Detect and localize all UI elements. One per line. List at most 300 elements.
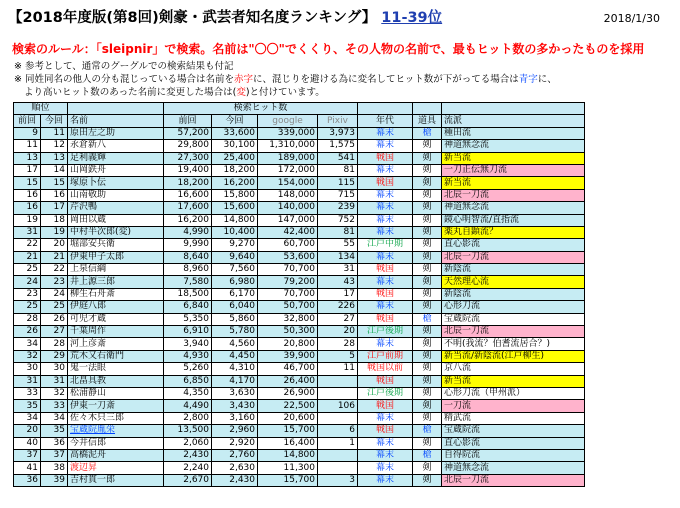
cell-now-rank: 19: [41, 226, 68, 238]
cell-school: 京八流: [442, 363, 585, 375]
search-rule: 検索のルール：「sleipnir」で検索。名前は"〇〇"でくくり、その人物の名前で、最もヒット数の多かったものを採用: [12, 42, 645, 56]
cell-era: 幕末: [358, 189, 413, 201]
header-blank: [68, 103, 164, 115]
cell-google: 32,800: [258, 313, 318, 325]
cell-prev-hits: 9,990: [164, 239, 212, 251]
cell-now-hits: 15,600: [212, 202, 258, 214]
cell-name: 今井信郎: [68, 437, 164, 449]
cell-prev-rank: 16: [14, 189, 41, 201]
cell-weapon: 剣: [413, 202, 442, 214]
cell-weapon: 剣: [413, 338, 442, 350]
header-rank-group: 順位: [14, 103, 68, 115]
cell-now-hits: 9,270: [212, 239, 258, 251]
cell-google: 14,800: [258, 449, 318, 461]
cell-google: 79,200: [258, 276, 318, 288]
cell-prev-rank: 20: [14, 425, 41, 437]
cell-now-hits: 6,040: [212, 301, 258, 313]
cell-google: 15,700: [258, 474, 318, 486]
cell-now-rank: 36: [41, 437, 68, 449]
cell-prev-hits: 18,500: [164, 288, 212, 300]
cell-prev-rank: 34: [14, 412, 41, 424]
cell-era: 戦国: [358, 375, 413, 387]
cell-era: 幕末: [358, 462, 413, 474]
cell-school: 神道無念流: [442, 140, 585, 152]
cell-now-rank: 38: [41, 462, 68, 474]
cell-prev-rank: 30: [14, 363, 41, 375]
table-row: [14, 425, 585, 437]
cell-prev-rank: 37: [14, 449, 41, 461]
cell-prev-rank: 36: [14, 474, 41, 486]
cell-pixiv: 3: [318, 474, 358, 486]
cell-weapon: 剣: [413, 152, 442, 164]
table-row: [14, 177, 585, 189]
cell-pixiv: 28: [318, 338, 358, 350]
cell-now-rank: 24: [41, 288, 68, 300]
cell-name: 高橋泥舟: [68, 449, 164, 461]
cell-google: 39,900: [258, 350, 318, 362]
cell-prev-hits: 8,960: [164, 264, 212, 276]
cell-name: 上泉信綱: [68, 264, 164, 276]
header-era: 年代: [358, 115, 413, 127]
cell-school: 北辰一刀流: [442, 189, 585, 201]
cell-google: 70,700: [258, 264, 318, 276]
cell-now-rank: 33: [41, 400, 68, 412]
cell-weapon: 剣: [413, 288, 442, 300]
table-row: [14, 474, 585, 486]
cell-prev-hits: 27,300: [164, 152, 212, 164]
cell-prev-hits: 5,260: [164, 363, 212, 375]
cell-now-rank: 30: [41, 363, 68, 375]
cell-name: 柳生石舟斎: [68, 288, 164, 300]
cell-name: 伊東一刀斎: [68, 400, 164, 412]
cell-prev-hits: 18,200: [164, 177, 212, 189]
cell-prev-hits: 2,060: [164, 437, 212, 449]
cell-era: 幕末: [358, 251, 413, 263]
cell-prev-rank: 28: [14, 313, 41, 325]
cell-school: 直心影流: [442, 239, 585, 251]
cell-pixiv: 81: [318, 226, 358, 238]
cell-prev-rank: 31: [14, 226, 41, 238]
cell-google: 15,700: [258, 425, 318, 437]
table-row: [14, 189, 585, 201]
cell-name: 足利義輝: [68, 152, 164, 164]
cell-school: 一刀流: [442, 400, 585, 412]
note-color-legend: ※ 同姓同名の他人の分も混じっている場合は名前を赤字に、混じりを避ける為に変名してヒット数が下がってる場合は青字に、: [14, 74, 557, 85]
cell-prev-hits: 3,940: [164, 338, 212, 350]
cell-prev-rank: 33: [14, 387, 41, 399]
cell-prev-hits: 13,500: [164, 425, 212, 437]
cell-google: 189,000: [258, 152, 318, 164]
cell-prev-rank: 31: [14, 375, 41, 387]
cell-prev-rank: 22: [14, 239, 41, 251]
cell-pixiv: 6: [318, 425, 358, 437]
cell-school: 種田流: [442, 127, 585, 139]
cell-now-hits: 7,560: [212, 264, 258, 276]
cell-school: 宝蔵院流: [442, 313, 585, 325]
cell-school: 精武流: [442, 412, 585, 424]
cell-era: 戦国: [358, 152, 413, 164]
cell-now-hits: 30,100: [212, 140, 258, 152]
cell-now-hits: 6,170: [212, 288, 258, 300]
cell-weapon: 剣: [413, 239, 442, 251]
cell-google: 50,700: [258, 301, 318, 313]
cell-prev-rank: 34: [14, 338, 41, 350]
cell-now-rank: 22: [41, 264, 68, 276]
cell-now-hits: 16,200: [212, 177, 258, 189]
table-row: [14, 140, 585, 152]
cell-era: 幕末: [358, 474, 413, 486]
cell-prev-hits: 16,200: [164, 214, 212, 226]
cell-now-hits: 14,800: [212, 214, 258, 226]
cell-weapon: 剣: [413, 412, 442, 424]
cell-school: 直心影流: [442, 437, 585, 449]
cell-era: 戦国以前: [358, 363, 413, 375]
cell-now-rank: 13: [41, 152, 68, 164]
table-row: [14, 239, 585, 251]
cell-now-hits: 2,760: [212, 449, 258, 461]
cell-name: 宝蔵院胤栄: [68, 425, 164, 437]
cell-weapon: 剣: [413, 251, 442, 263]
table-row: [14, 326, 585, 338]
table-row: [14, 251, 585, 263]
cell-now-hits: 4,170: [212, 375, 258, 387]
cell-prev-hits: 6,840: [164, 301, 212, 313]
cell-now-hits: 6,980: [212, 276, 258, 288]
cell-prev-rank: 25: [14, 301, 41, 313]
cell-now-rank: 34: [41, 412, 68, 424]
cell-now-hits: 5,780: [212, 326, 258, 338]
table-row: [14, 152, 585, 164]
cell-prev-hits: 5,350: [164, 313, 212, 325]
cell-now-hits: 3,160: [212, 412, 258, 424]
cell-prev-rank: 23: [14, 288, 41, 300]
cell-prev-rank: 40: [14, 437, 41, 449]
cell-google: 26,900: [258, 387, 318, 399]
header-weapon: 道具: [413, 115, 442, 127]
cell-weapon: 剣: [413, 189, 442, 201]
cell-name: 岡田以蔵: [68, 214, 164, 226]
cell-name: 渡辺昇: [68, 462, 164, 474]
cell-weapon: 剣: [413, 326, 442, 338]
cell-name: 山南敬助: [68, 189, 164, 201]
cell-now-rank: 15: [41, 177, 68, 189]
cell-era: 幕末: [358, 276, 413, 288]
cell-prev-hits: 4,990: [164, 226, 212, 238]
cell-era: 戦国: [358, 425, 413, 437]
page-title: [8, 6, 442, 27]
cell-prev-rank: 26: [14, 326, 41, 338]
cell-prev-hits: 2,240: [164, 462, 212, 474]
cell-google: 148,000: [258, 189, 318, 201]
cell-google: 140,000: [258, 202, 318, 214]
cell-name: 荒木又右衛門: [68, 350, 164, 362]
cell-era: 幕末: [358, 214, 413, 226]
cell-school: 不明(我流？伯耆流居合？): [442, 338, 585, 350]
cell-now-hits: 2,630: [212, 462, 258, 474]
cell-google: 147,000: [258, 214, 318, 226]
cell-school: 一刀正伝無刀流: [442, 164, 585, 176]
header-prev-hits: 前回: [164, 115, 212, 127]
cell-prev-hits: 17,600: [164, 202, 212, 214]
cell-google: 46,700: [258, 363, 318, 375]
cell-google: 11,300: [258, 462, 318, 474]
note-google: ※ 参考として、通常のグーグルでの検索結果も付記: [14, 61, 234, 72]
cell-school: 新当流: [442, 375, 585, 387]
cell-pixiv: [318, 449, 358, 461]
cell-name: 千葉周作: [68, 326, 164, 338]
cell-era: 幕末: [358, 140, 413, 152]
table-row: [14, 400, 585, 412]
cell-prev-rank: 17: [14, 164, 41, 176]
cell-weapon: 剣: [413, 140, 442, 152]
table-row: [14, 437, 585, 449]
cell-pixiv: 20: [318, 326, 358, 338]
cell-prev-hits: 8,640: [164, 251, 212, 263]
table-row: [14, 288, 585, 300]
cell-school: 北辰一刀流: [442, 474, 585, 486]
cell-google: 1,310,000: [258, 140, 318, 152]
cell-now-hits: 9,640: [212, 251, 258, 263]
cell-era: 戦国: [358, 313, 413, 325]
header-name: 名前: [68, 115, 164, 127]
header-school: 流派: [442, 115, 585, 127]
cell-weapon: 剣: [413, 226, 442, 238]
cell-pixiv: 3,973: [318, 127, 358, 139]
cell-weapon: 剣: [413, 276, 442, 288]
cell-prev-rank: 41: [14, 462, 41, 474]
cell-pixiv: 226: [318, 301, 358, 313]
table-row: [14, 313, 585, 325]
cell-school: 新陰流: [442, 288, 585, 300]
cell-weapon: 槍: [413, 313, 442, 325]
cell-google: 50,300: [258, 326, 318, 338]
cell-weapon: 剣: [413, 177, 442, 189]
cell-name: 芹沢鴨: [68, 202, 164, 214]
cell-google: 70,700: [258, 288, 318, 300]
title-main: 【2018年度版(第8回)剣豪・武芸者知名度ランキング】: [8, 10, 377, 26]
cell-google: 53,600: [258, 251, 318, 263]
cell-google: 20,600: [258, 412, 318, 424]
cell-pixiv: 1: [318, 437, 358, 449]
cell-era: 幕末: [358, 338, 413, 350]
cell-era: 幕末: [358, 449, 413, 461]
cell-pixiv: 5: [318, 350, 358, 362]
cell-pixiv: 239: [318, 202, 358, 214]
cell-era: 幕末: [358, 412, 413, 424]
cell-google: 26,400: [258, 375, 318, 387]
cell-now-rank: 37: [41, 449, 68, 461]
cell-now-rank: 18: [41, 214, 68, 226]
cell-prev-rank: 35: [14, 400, 41, 412]
cell-name: 松浦静山: [68, 387, 164, 399]
cell-google: 172,000: [258, 164, 318, 176]
cell-now-rank: 16: [41, 189, 68, 201]
cell-now-hits: 3,430: [212, 400, 258, 412]
table-row: [14, 226, 585, 238]
cell-prev-hits: 57,200: [164, 127, 212, 139]
cell-prev-rank: 21: [14, 251, 41, 263]
cell-prev-hits: 6,910: [164, 326, 212, 338]
cell-era: 幕末: [358, 437, 413, 449]
cell-now-rank: 35: [41, 425, 68, 437]
cell-weapon: 剣: [413, 375, 442, 387]
cell-prev-hits: 16,600: [164, 189, 212, 201]
cell-pixiv: 115: [318, 177, 358, 189]
cell-google: 154,000: [258, 177, 318, 189]
cell-school: 新当流/新陰流(江戸柳生): [442, 350, 585, 362]
cell-pixiv: 134: [318, 251, 358, 263]
table-row: [14, 363, 585, 375]
table-row: [14, 350, 585, 362]
header-hits-group: 検索ヒット数: [164, 103, 358, 115]
cell-era: 幕末: [358, 301, 413, 313]
cell-now-rank: 20: [41, 239, 68, 251]
cell-weapon: 剣: [413, 363, 442, 375]
cell-now-rank: 28: [41, 338, 68, 350]
table-row: [14, 202, 585, 214]
cell-pixiv: 752: [318, 214, 358, 226]
table-row: [14, 375, 585, 387]
cell-name: 山岡鉄舟: [68, 164, 164, 176]
table-row: [14, 338, 585, 350]
cell-now-hits: 2,430: [212, 474, 258, 486]
cell-now-hits: 25,400: [212, 152, 258, 164]
cell-prev-hits: 4,930: [164, 350, 212, 362]
cell-era: 戦国: [358, 177, 413, 189]
cell-school: 天然理心流: [442, 276, 585, 288]
cell-name: 中村半次郎(変): [68, 226, 164, 238]
cell-weapon: 槍: [413, 425, 442, 437]
cell-school: 新当流: [442, 177, 585, 189]
table-body: [14, 127, 585, 486]
cell-prev-hits: 2,800: [164, 412, 212, 424]
header-pixiv: Pixiv: [318, 115, 358, 127]
cell-school: 薬丸自顕流？: [442, 226, 585, 238]
cell-pixiv: 81: [318, 164, 358, 176]
cell-prev-hits: 4,350: [164, 387, 212, 399]
cell-prev-rank: 19: [14, 214, 41, 226]
cell-google: 22,500: [258, 400, 318, 412]
cell-now-hits: 3,630: [212, 387, 258, 399]
cell-pixiv: 11: [318, 363, 358, 375]
cell-now-rank: 21: [41, 251, 68, 263]
cell-pixiv: 106: [318, 400, 358, 412]
cell-name: 佐々木只三郎: [68, 412, 164, 424]
table-row: [14, 301, 585, 313]
table-row: [14, 387, 585, 399]
cell-era: 幕末: [358, 127, 413, 139]
cell-now-hits: 2,920: [212, 437, 258, 449]
cell-era: 江戸前期: [358, 350, 413, 362]
cell-pixiv: 43: [318, 276, 358, 288]
cell-era: 戦国: [358, 288, 413, 300]
cell-weapon: 剣: [413, 462, 442, 474]
cell-era: 江戸後期: [358, 326, 413, 338]
cell-prev-hits: 2,430: [164, 449, 212, 461]
cell-era: 幕末: [358, 202, 413, 214]
cell-school: 心形刀流: [442, 301, 585, 313]
header-prev-rank: 前回: [14, 115, 41, 127]
cell-prev-hits: 19,400: [164, 164, 212, 176]
cell-name: 原田左之助: [68, 127, 164, 139]
table-row: [14, 462, 585, 474]
header-blank: [358, 103, 413, 115]
cell-name: 伊東甲子太郎: [68, 251, 164, 263]
table-row: [14, 449, 585, 461]
cell-name: 井上源三郎: [68, 276, 164, 288]
cell-prev-hits: 2,670: [164, 474, 212, 486]
cell-weapon: 剣: [413, 214, 442, 226]
cell-prev-hits: 29,800: [164, 140, 212, 152]
cell-now-rank: 27: [41, 326, 68, 338]
cell-weapon: 剣: [413, 301, 442, 313]
table-row: [14, 214, 585, 226]
cell-google: 339,000: [258, 127, 318, 139]
cell-school: 新当流: [442, 152, 585, 164]
cell-google: 42,400: [258, 226, 318, 238]
cell-school: 宝蔵院流: [442, 425, 585, 437]
cell-now-rank: 26: [41, 313, 68, 325]
cell-name: 堀部安兵衛: [68, 239, 164, 251]
cell-pixiv: 17: [318, 288, 358, 300]
cell-era: 戦国: [358, 264, 413, 276]
cell-name: 北畠具教: [68, 375, 164, 387]
cell-name: 塚原卜伝: [68, 177, 164, 189]
cell-now-hits: 33,600: [212, 127, 258, 139]
table-row: [14, 412, 585, 424]
cell-school: 自得院流: [442, 449, 585, 461]
table-row: [14, 276, 585, 288]
cell-era: 幕末: [358, 226, 413, 238]
cell-now-hits: 18,200: [212, 164, 258, 176]
cell-prev-hits: 7,580: [164, 276, 212, 288]
cell-weapon: 剣: [413, 164, 442, 176]
cell-pixiv: [318, 375, 358, 387]
cell-now-hits: 15,800: [212, 189, 258, 201]
cell-now-rank: 23: [41, 276, 68, 288]
cell-school: 北辰一刀流: [442, 251, 585, 263]
cell-now-hits: 4,560: [212, 338, 258, 350]
cell-weapon: 剣: [413, 400, 442, 412]
cell-pixiv: [318, 462, 358, 474]
cell-era: 戦国: [358, 400, 413, 412]
cell-weapon: 剣: [413, 350, 442, 362]
cell-prev-rank: 32: [14, 350, 41, 362]
cell-now-hits: 2,960: [212, 425, 258, 437]
cell-school: 北辰一刀流: [442, 326, 585, 338]
cell-now-rank: 12: [41, 140, 68, 152]
header-blank: [442, 103, 585, 115]
cell-prev-rank: 15: [14, 177, 41, 189]
header-google: google: [258, 115, 318, 127]
cell-weapon: 剣: [413, 387, 442, 399]
cell-pixiv: 55: [318, 239, 358, 251]
cell-prev-hits: 6,850: [164, 375, 212, 387]
cell-google: 60,700: [258, 239, 318, 251]
cell-now-rank: 32: [41, 387, 68, 399]
cell-weapon: 剣: [413, 264, 442, 276]
cell-prev-hits: 4,490: [164, 400, 212, 412]
cell-pixiv: 31: [318, 264, 358, 276]
table-row: [14, 127, 585, 139]
cell-era: 幕末: [358, 164, 413, 176]
ranking-table: [13, 102, 585, 487]
cell-prev-rank: 24: [14, 276, 41, 288]
cell-name: 伊庭八郎: [68, 301, 164, 313]
cell-prev-rank: 25: [14, 264, 41, 276]
header-now-hits: 今回: [212, 115, 258, 127]
cell-now-hits: 5,860: [212, 313, 258, 325]
